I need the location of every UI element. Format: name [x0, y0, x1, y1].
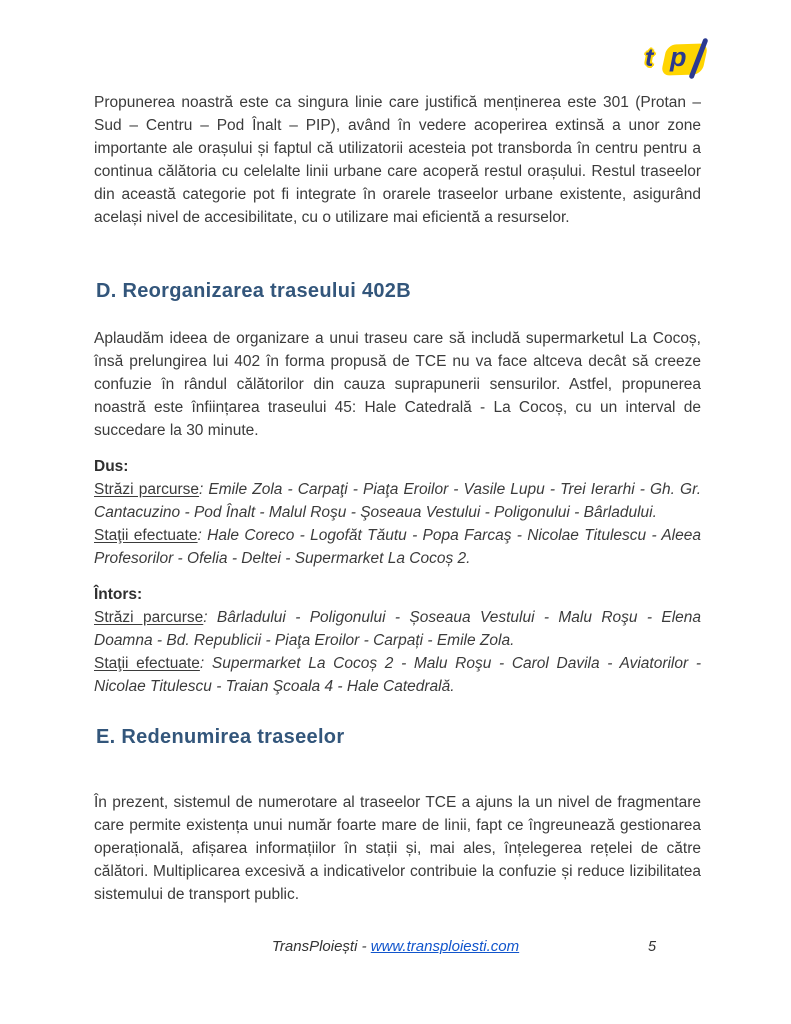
route-outbound-block	[94, 455, 701, 570]
outbound-title: Dus:	[94, 458, 129, 475]
page-footer	[0, 938, 791, 955]
outbound-stops-label: Staţii efectuate	[94, 527, 198, 544]
section-d-paragraph: Aplaudăm ideea de organizare a unui traseu care să includă supermarketul La Cocoș, însă prelungirea lui 402 în forma propusă de TCE nu va face altceva decât să creeze confuzie în rândul călătorilor din cauza suprapunerii sensurilor. Astfel, propunerea noastră este înființarea traseului 45: Hale Catedrală - La Cocoș, cu un interval de succedare la 30 minute.	[94, 330, 701, 439]
outbound-stops-line	[94, 524, 701, 570]
logo-letter-p: p	[670, 42, 687, 72]
intro-paragraph: Propunerea noastră este ca singura linie care justifică menținerea este 301 (Protan – Sud – Centru – Pod Înalt – PIP), având în vedere acoperirea extinsă a unor zone importante ale orașului și faptul că utilizatorii acesteia pot transborda în centru pentru a continua călătoria cu celelalte linii urbane care acoperă restul orașului. Restul traseelor din această categorie pot fi integrate în orarele traseelor urbane existente, asigurând același nivel de accesibilitate, cu o utilizare mai eficientă a resurselor.	[94, 94, 701, 226]
section-d-heading: D. Reorganizarea traseului 402B	[96, 280, 411, 302]
outbound-title-line	[94, 455, 701, 478]
transploiesti-logo-icon	[645, 40, 723, 86]
inbound-stops-text: : Supermarket La Cocoș 2 - Malu Roşu - Carol Davila - Aviatorilor - Nicolae Titulescu - Traian Şcoala 4 - Hale Catedrală.	[94, 655, 701, 695]
inbound-streets-label: Străzi parcurse	[94, 609, 204, 626]
page-number: 5	[648, 939, 657, 955]
inbound-streets-text: : Bârladului - Poligonului - Șoseaua Vestului - Malu Roşu - Elena Doamna - Bd. Republicii - Piaţa Eroilor - Carpați - Emile Zola.	[94, 609, 701, 649]
route-inbound-block	[94, 583, 701, 698]
footer-website-link[interactable]: www.transploiesti.com	[370, 938, 520, 955]
inbound-title: Întors:	[94, 586, 143, 603]
section-e-paragraph: În prezent, sistemul de numerotare al traseelor TCE a ajuns la un nivel de fragmentare care permite existența unui număr foarte mare de linii, fapt ce îngreunează gestionarea operațională, afișarea informațiilor în stații și, mai ales, înțelegerea rețelei de către călători. Multiplicarea excesivă a indicativelor contribuie la confuzie și reduce lizibilitatea sistemului de transport public.	[94, 794, 701, 903]
outbound-streets-label: Străzi parcurse	[94, 481, 200, 498]
inbound-stops-line	[94, 652, 701, 698]
footer-brand-text: TransPloiești -	[271, 938, 371, 955]
inbound-stops-label: Staţii efectuate	[94, 655, 200, 672]
outbound-streets-text: : Emile Zola - Carpaţi - Piaţa Eroilor - Vasile Lupu - Trei Ierarhi - Gh. Gr. Cantacuzino - Pod Înalt - Malul Roşu - Şoseaua Vestului - Poligonului - Bârladului.	[94, 481, 702, 521]
inbound-streets-line	[94, 606, 701, 652]
outbound-stops-text: : Hale Coreco - Logofăt Tăutu - Popa Farcaş - Nicolae Titulescu - Aleea Profesorilor - Ofelia - Deltei - Supermarket La Cocoș 2.	[94, 527, 701, 567]
inbound-title-line	[94, 583, 701, 606]
section-e-heading: E. Redenumirea traseelor	[96, 726, 345, 748]
logo-letter-t: t	[645, 44, 654, 72]
outbound-streets-line	[94, 478, 701, 524]
